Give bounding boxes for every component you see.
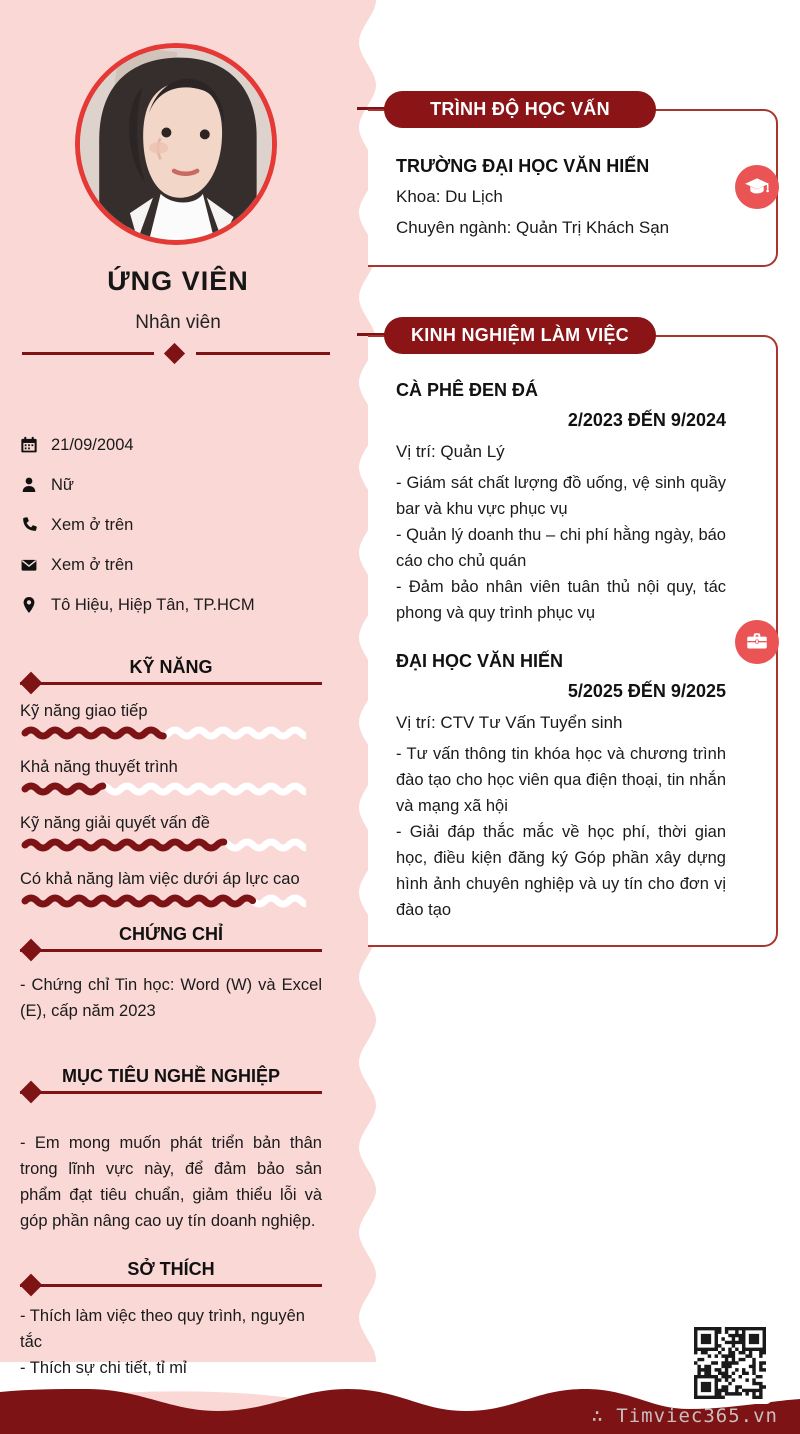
- skills-section: [20, 655, 322, 909]
- skills-rule: [20, 682, 322, 685]
- major-line: Chuyên ngành: Quản Trị Khách Sạn: [396, 218, 670, 237]
- skill-bar: [20, 781, 306, 797]
- location-icon: [20, 596, 38, 614]
- skill-item: [20, 811, 322, 853]
- footer-brand: ∴ Timviec365.vn: [591, 1405, 778, 1427]
- contact-list: [20, 425, 336, 625]
- contact-phone: [20, 505, 336, 545]
- objective-text: - Em mong muốn phát triển bản thân trong lĩnh vực này, để đảm bảo sản phẩm đạt tiêu chuẩn, giảm thiểu lỗi và góp phần nâng cao uy tín doanh nghiệp.: [20, 1134, 322, 1230]
- job-detail: - Quản lý doanh thu – chi phí hằng ngày, báo cáo cho chủ quán: [396, 526, 726, 570]
- candidate-title: Nhân viên: [135, 312, 221, 333]
- faculty-line: Khoa: Du Lịch: [396, 187, 503, 206]
- experience-heading: KINH NGHIỆM LÀM VIỆC: [410, 325, 629, 345]
- experience-section-header: [384, 317, 656, 354]
- education-section-header: [384, 91, 656, 128]
- experience-card: [368, 335, 778, 947]
- candidate-name: ỨNG VIÊN: [107, 266, 249, 296]
- certificates-section: [20, 922, 322, 1024]
- objective-header: [20, 1064, 322, 1094]
- birthdate-value: 21/09/2004: [51, 435, 134, 454]
- certificates-header: [20, 922, 322, 952]
- education-icon-badge: [735, 165, 779, 209]
- education-card: [368, 109, 778, 267]
- skills-heading: KỸ NĂNG: [129, 657, 213, 677]
- hobbies-rule: [20, 1284, 322, 1287]
- person-icon: [20, 476, 38, 494]
- objective-rule: [20, 1091, 322, 1094]
- gender-value: Nữ: [51, 475, 74, 494]
- job-detail: - Giải đáp thắc mắc về học phí, thời gian học, điều kiện đăng ký Góp phần xây dựng hình ảnh chuyên nghiệp và uy tín cho đơn vị đào tạo: [396, 823, 726, 919]
- job-detail: - Tư vấn thông tin khóa học và chương trình đào tạo cho học viên qua điện thoại, tin nhắn và mạng xã hội: [396, 745, 726, 815]
- company-name: ĐẠI HỌC VĂN HIẾN: [396, 651, 564, 671]
- phone-icon: [20, 516, 38, 534]
- job-details: [396, 741, 726, 923]
- profile-photo: [75, 43, 277, 245]
- contact-birthdate: [20, 425, 336, 465]
- briefcase-icon: [744, 629, 770, 655]
- skill-bar: [20, 893, 306, 909]
- phone-value: Xem ở trên: [51, 515, 134, 534]
- hobbies-section: [20, 1257, 322, 1381]
- email-value: Xem ở trên: [51, 555, 134, 574]
- job-details: [396, 470, 726, 626]
- job-detail: - Giám sát chất lượng đồ uống, vệ sinh quầy bar và khu vực phục vụ: [396, 474, 726, 518]
- job-period: 2/2023 ĐẾN 9/2024: [567, 410, 726, 430]
- job-position: Vị trí: CTV Tư Vấn Tuyển sinh: [396, 713, 623, 732]
- portrait-illustration: [80, 48, 272, 240]
- qr-pattern: [694, 1327, 766, 1399]
- job-entry: [396, 648, 726, 923]
- title-divider-right: [196, 352, 330, 355]
- calendar-icon: [20, 436, 38, 454]
- skills-header: [20, 655, 322, 685]
- hobbies-header: [20, 1257, 322, 1287]
- objective-heading: MỤC TIÊU NGHỀ NGHIỆP: [61, 1066, 280, 1086]
- contact-address: [20, 585, 336, 625]
- title-divider-left: [22, 352, 154, 355]
- school-name: TRƯỜNG ĐẠI HỌC VĂN HIẾN: [396, 156, 650, 176]
- email-icon: [20, 556, 38, 574]
- job-entry: [396, 377, 726, 626]
- skill-bar: [20, 837, 306, 853]
- skill-item: [20, 755, 322, 797]
- certificates-heading: CHỨNG CHỈ: [119, 924, 223, 944]
- experience-icon-badge: [735, 620, 779, 664]
- hobbies-heading: SỞ THÍCH: [127, 1259, 215, 1279]
- skill-label: Kỹ năng giao tiếp: [20, 702, 148, 720]
- contact-email: [20, 545, 336, 585]
- hobby-item: - Thích làm việc theo quy trình, nguyên tắc: [20, 1307, 305, 1351]
- job-period: 5/2025 ĐẾN 9/2025: [567, 681, 726, 701]
- address-value: Tô Hiệu, Hiệp Tân, TP.HCM: [51, 595, 255, 614]
- company-name: CÀ PHÊ ĐEN ĐÁ: [396, 380, 539, 400]
- skill-item: [20, 699, 322, 741]
- skill-label: Kỹ năng giải quyết vấn đề: [20, 814, 210, 832]
- qr-code: [688, 1322, 772, 1404]
- skill-label: Có khả năng làm việc dưới áp lực cao: [20, 870, 300, 888]
- hobby-item: - Thích sự chi tiết, tỉ mỉ: [20, 1359, 187, 1377]
- contact-gender: [20, 465, 336, 505]
- job-position: Vị trí: Quản Lý: [396, 442, 505, 461]
- certificates-rule: [20, 949, 322, 952]
- graduation-cap-icon: [744, 174, 770, 200]
- objective-section: [20, 1064, 322, 1234]
- skill-item: [20, 867, 322, 909]
- job-detail: - Đảm bảo nhân viên tuân thủ nội quy, tác phong và quy trình phục vụ: [396, 578, 726, 622]
- certificate-text: - Chứng chỉ Tin học: Word (W) và Excel (E), cấp năm 2023: [20, 976, 322, 1020]
- skill-bar: [20, 725, 306, 741]
- skill-label: Khả năng thuyết trình: [20, 758, 178, 776]
- education-heading: TRÌNH ĐỘ HỌC VẤN: [430, 99, 610, 119]
